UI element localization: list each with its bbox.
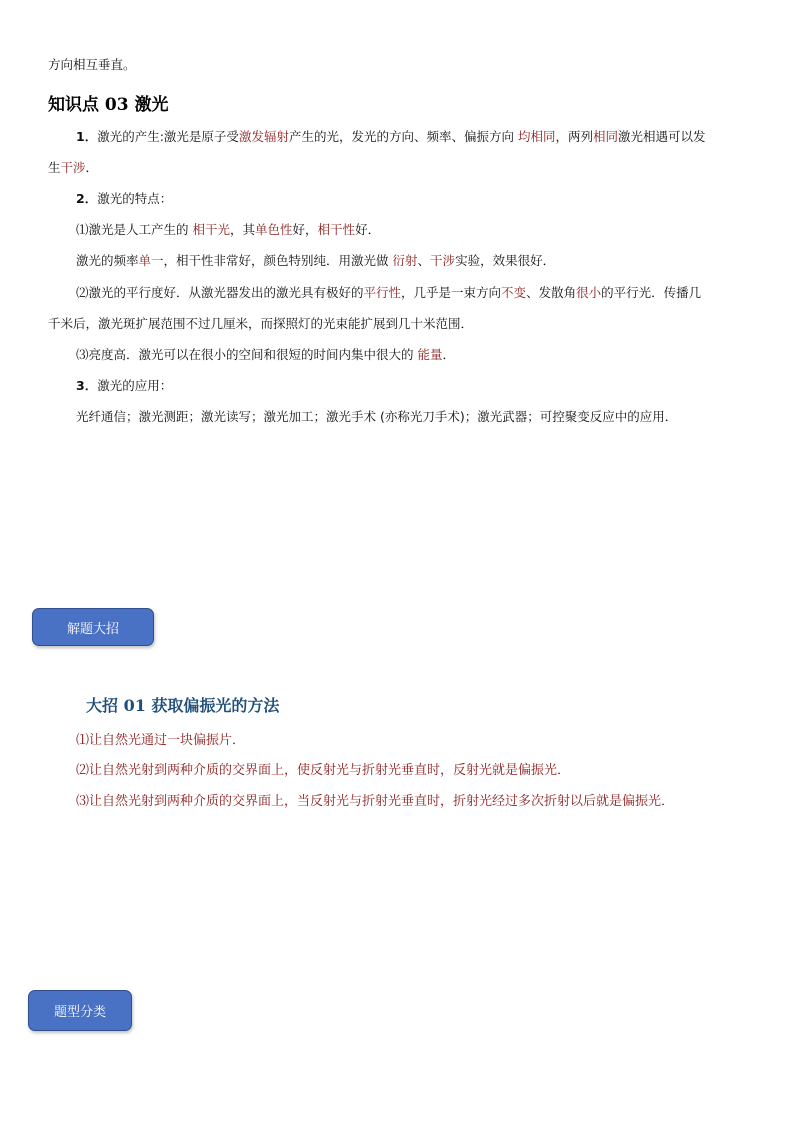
paragraph-1-line-2: [48, 160, 98, 176]
item-label: 激光的特点：: [97, 191, 173, 206]
keyword: 相干光: [192, 222, 230, 237]
tip-item: ⑵让自然光射到两种介质的交界面上，使反射光与折射光垂直时，反射光就是偏振光．: [76, 763, 571, 778]
text: ，几乎是一束方向: [401, 285, 502, 300]
text: 实验，效果很好．: [455, 253, 556, 268]
text: ，两列: [555, 129, 593, 144]
text: 好，: [292, 222, 318, 237]
keyword: 不变: [501, 285, 527, 300]
item-number: 2．: [76, 191, 98, 206]
paragraph-3: [76, 222, 380, 238]
paragraph-4: [76, 253, 555, 269]
keyword: 单一: [138, 253, 164, 268]
keyword: 干涉: [60, 160, 86, 175]
keyword: 相同: [592, 129, 618, 144]
keyword: 单色性: [255, 222, 293, 237]
item-number: 3．: [76, 378, 98, 393]
item-number: 1．: [76, 129, 98, 144]
keyword: 激发辐射: [238, 129, 289, 144]
text: ，其: [230, 222, 256, 237]
question-types-button[interactable]: 题型分类: [28, 990, 132, 1031]
text: ⑵激光的平行度好．从激光器发出的激光具有极好的: [76, 285, 364, 300]
text: 、: [417, 253, 431, 268]
keyword: 能量: [417, 347, 443, 362]
text: ．: [442, 347, 456, 362]
text: 激光是原子受: [163, 129, 239, 144]
text: 生: [48, 160, 61, 175]
paragraph-5-line-2: 千米后，激光斑扩展范围不过几厘米，而探照灯的光束能扩展到几十米范围．: [48, 316, 474, 331]
text: ，相干性非常好，颜色特别纯．用激光做: [163, 253, 393, 268]
tip-item: ⑶让自然光射到两种介质的交界面上，当反射光与折射光垂直时，折射光经过多次折射以后就是偏振光．: [76, 794, 675, 809]
keyword: 平行性: [363, 285, 402, 300]
keyword: 相干性: [317, 222, 356, 237]
paragraph-1-line-1: [76, 129, 706, 145]
text: ．: [85, 160, 99, 175]
text: 产生的光，发光的方向、频率、偏振方向: [288, 129, 518, 144]
paragraph-5-line-1: [76, 285, 701, 301]
trick-title: 大招 01 获取偏振光的方法: [86, 696, 280, 715]
paragraph-7: [76, 378, 172, 394]
text: 激光相遇可以发: [617, 129, 706, 144]
text: 激光的频率: [76, 253, 139, 268]
tip-item: ⑴让自然光通过一块偏振片．: [76, 733, 246, 748]
solution-tips-button[interactable]: 解题大招: [32, 608, 154, 646]
section-title: 知识点 03 激光: [48, 95, 169, 115]
keyword: 均相同: [517, 129, 556, 144]
paragraph-2: [76, 191, 172, 207]
paragraph-8: 光纤通信；激光测距；激光读写；激光加工；激光手术 (亦称光刀手术)；激光武器；可控聚变反应中的应用．: [76, 409, 678, 424]
text: ⑴激光是人工产生的: [76, 222, 193, 237]
intro-line: 方向相互垂直。: [48, 57, 136, 72]
text: 的平行光．传播几: [601, 285, 702, 300]
keyword: 干涉: [430, 253, 456, 268]
keyword: 很小: [576, 285, 602, 300]
item-label: 激光的应用：: [97, 378, 173, 393]
keyword: 衍射: [392, 253, 418, 268]
paragraph-6: [76, 347, 455, 363]
text: 好．: [355, 222, 381, 237]
item-label: 激光的产生:: [97, 129, 164, 144]
text: 、发散角: [526, 285, 577, 300]
text: ⑶亮度高．激光可以在很小的空间和很短的时间内集中很大的: [76, 347, 418, 362]
